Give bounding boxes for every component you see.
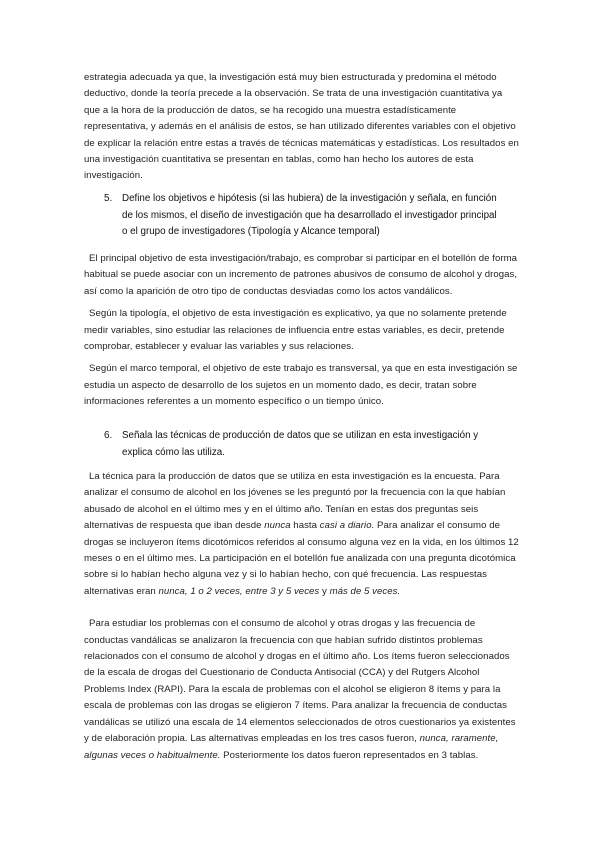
intro-text: estrategia adecuada ya que, la investigación está muy bien estructurada y predomina el método deductivo, donde la teoría precede a la observación. Se trata de una investigación cuantitativa ya que a la hora de la producción de datos, se ha recogido una muestra estadísticamente representativa, y además en el análisis de estos, se han utilizado diferentes variables con el objetivo de explicar la relación entre estas a través de técnicas matemáticas y estadísticas. Los resultados en una investigación cuantitativa se presentan en tablas, como han hecho los autores de esta investigación. [84, 72, 519, 182]
intro-paragraph [84, 70, 520, 185]
section-6-number: 6. [104, 430, 113, 441]
section-5-paragraph-2: Según la tipología, el objetivo de esta investigación es explicativo, ya que no solamente pretende medir variables, sino estudiar las relaciones de influencia entre estas variables, es decir, pretende comprobar, establecer y evaluar las variables y sus relaciones. [84, 308, 507, 353]
section-6-paragraph-2: Para estudiar los problemas con el consumo de alcohol y otras drogas y las frecuencia de conductas vandálicas se analizaron la frecuencia con que habían sufrido distintos problemas relacionados con el consumo de alcohol y drogas en el último año. Los ítems fueron seleccionados de la escala de drogas del Cuestionario de Conducta Antisocial (CCA) y del Rutgers Alcohol Problems Index (RAPI). Para la escala de problemas con el alcohol se eligieron 8 ítems y para la escala de problemas con las drogas se eligieron 7 ítems. Para analizar la frecuencia de conductas vandálicas se utilizó una escala de 14 elementos seleccionados de otros cuestionarios ya existentes y de elaboración propia. Las alternativas empleadas en los tres casos fueron, nunca, raramente, algunas veces o habitualmente. Posteriormente los datos fueron representados en 3 tablas. [84, 618, 516, 761]
section-5-heading [104, 191, 514, 241]
section-5-number: 5. [104, 193, 113, 204]
section-5-paragraph-3: Según el marco temporal, el objetivo de este trabajo es transversal, ya que en esta investigación se estudia un aspecto de desarrollo de los sujetos en un momento dado, es decir, tratan sobre informaciones referentes a un momento específico o un tiempo único. [84, 363, 518, 408]
section-5-paragraph-1: El principal objetivo de esta investigación/trabajo, es comprobar si participar en el botellón de forma habitual se puede asociar con un incremento de patrones abusivos de consumo de alcohol y drogas, así como la aparición de otro tipo de conductas desviadas como los actos vandálicos. [84, 253, 518, 297]
section-6-heading [104, 428, 514, 462]
section-6-title: Señala las técnicas de producción de datos que se utilizan en esta investigación y explica cómo las utiliza. [122, 430, 479, 458]
section-5-title: Define los objetivos e hipótesis (si las hubiera) de la investigación y señala, en función de los mismos, el diseño de investigación que ha desarrollado el investigador principal o el grupo de investigadores (Tipología y Alcance temporal) [122, 193, 497, 238]
section-6-body [84, 469, 520, 764]
section-6-paragraph-1: La técnica para la producción de datos que se utiliza en esta investigación es la encuesta. Para analizar el consumo de alcohol en los jóvenes se les preguntó por la frecuencia con la que habían abusado de alcohol en el último mes y en el último año. Tenían en estas dos preguntas seis alternativas de respuesta que iban desde nunca hasta casi a diario. Para analizar el consumo de drogas se incluyeron ítems dicotómicos referidos al consumo alguna vez en la vida, en los últimos 12 meses o en el último mes. La participación en el botellón fue analizada con una pregunta dicotómica sobre si lo habían hecho alguna vez y si lo habían hecho, con qué frecuencia. Las respuestas alternativas eran nunca, 1 o 2 veces, entre 3 y 5 veces y más de 5 veces. [84, 471, 519, 597]
section-5-body [84, 251, 520, 411]
